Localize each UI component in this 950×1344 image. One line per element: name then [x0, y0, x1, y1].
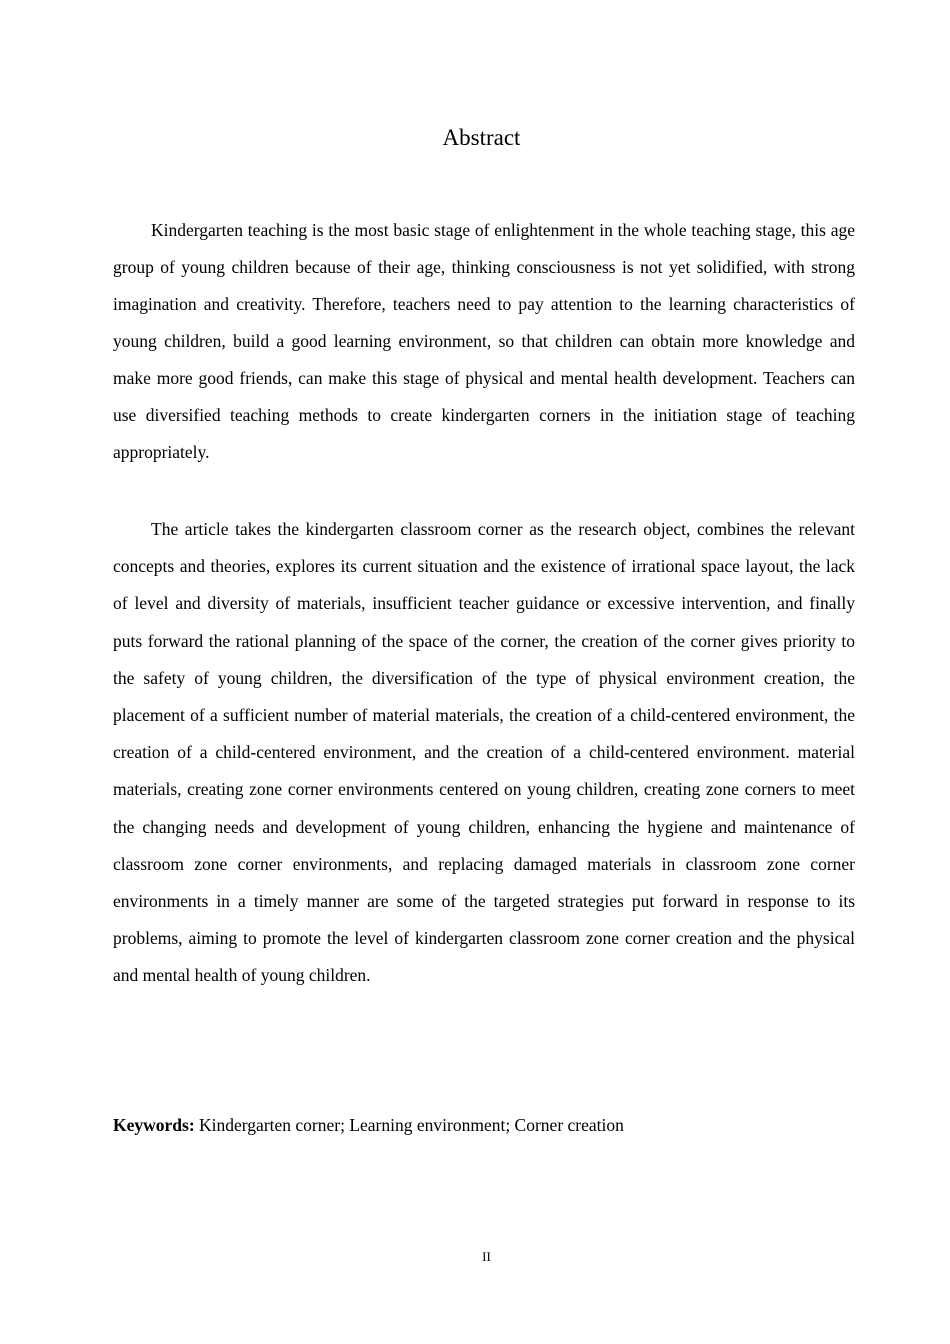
abstract-paragraph-2: The article takes the kindergarten classroom corner as the research object, combines the relevant concepts and theories, explores its current situation and the existence of irrational space layout, the lack of level and diversity of materials, insufficient teacher guidance or excessive intervention, and finally puts forward the rational planning of the space of the corner, the creation of the corner gives priority to the safety of young children, the diversification of the type of physical environment creation, the placement of a sufficient number of material materials, the creation of a child-centered environment, the creation of a child-centered environment, and the creation of a child-centered environment. material materials, creating zone corner environments centered on young children, creating zone corners to meet the changing needs and development of young children, enhancing the hygiene and maintenance of classroom zone corner environments, and replacing damaged materials in classroom zone corner environments in a timely manner are some of the targeted strategies put forward in response to its problems, aiming to promote the level of kindergarten classroom zone corner creation and the physical and mental health of young children.: [113, 519, 855, 986]
abstract-title: Abstract: [442, 125, 521, 150]
keywords-line: [113, 1110, 855, 1140]
keywords-text: Kindergarten corner; Learning environment; Corner creation: [199, 1115, 624, 1135]
page-number: II: [482, 1249, 491, 1264]
keywords-label: Keywords:: [113, 1115, 195, 1135]
abstract-paragraph-1: Kindergarten teaching is the most basic stage of enlightenment in the whole teaching stage, this age group of young children because of their age, thinking consciousness is not yet solidified, with strong imagination and creativity. Therefore, teachers need to pay attention to the learning characteristics of young children, build a good learning environment, so that children can obtain more knowledge and make more good friends, can make this stage of physical and mental health development. Teachers can use diversified teaching methods to create kindergarten corners in the initiation stage of teaching appropriately.: [113, 220, 855, 462]
